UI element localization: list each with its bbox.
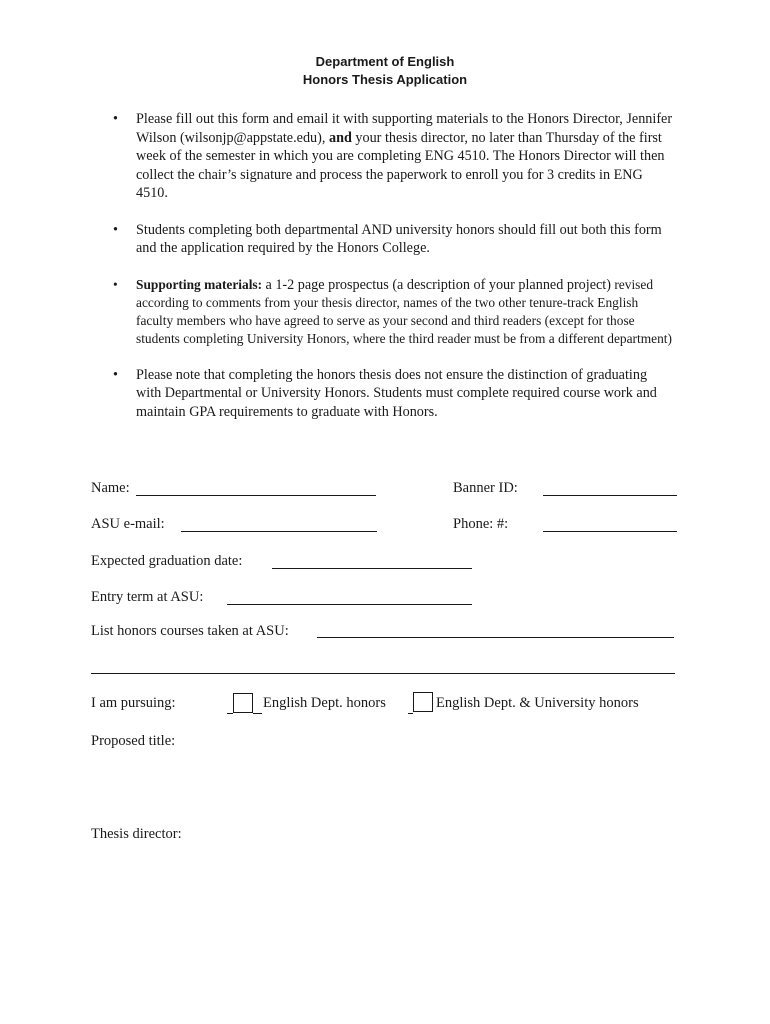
english-honors-option-label: English Dept. honors <box>263 695 386 711</box>
email-field[interactable] <box>181 531 377 532</box>
english-honors-checkbox[interactable] <box>233 693 253 713</box>
name-label: Name: <box>91 480 130 496</box>
instruction-item: • Please note that completing the honors thesis does not ensure the distinction of graduating with Departmental or University Honors. Students must complete required course work and maintain GPA requirements to graduate with Honors. <box>113 366 657 420</box>
instruction-item: • Supporting materials: a 1-2 page prospectus (a description of your planned project) revised according to comments from your thesis director, names of the two other tenure-track English faculty members who have agreed to serve as your second and third readers (except for those students completing University Honors, where the third reader must be from a different department) <box>113 276 672 346</box>
entry-term-field[interactable] <box>227 604 472 605</box>
honors-courses-label: List honors courses taken at ASU: <box>91 623 289 639</box>
instructions-list <box>113 110 673 439</box>
name-field[interactable] <box>136 495 376 496</box>
entry-term-label: Entry term at ASU: <box>91 589 204 605</box>
checkbox-underline <box>253 713 262 714</box>
thesis-director-label: Thesis director: <box>91 826 182 842</box>
banner-id-label: Banner ID: <box>453 480 518 496</box>
honors-courses-field[interactable] <box>317 637 674 638</box>
checkbox-underline <box>408 713 413 714</box>
university-honors-option-label: English Dept. & University honors <box>436 695 639 711</box>
instruction-item: • Students completing both departmental AND university honors should fill out both this form and the application required by the Honors College. <box>113 221 662 256</box>
banner-id-field[interactable] <box>543 495 677 496</box>
proposed-title-label: Proposed title: <box>91 733 176 749</box>
pursuing-label: I am pursuing: <box>91 695 176 711</box>
instruction-item: • Please fill out this form and email it with supporting materials to the Honors Director, Jennifer Wilson (wilsonjp@appstate.edu), and your thesis director, no later than Thursday of the first week of the semester in which you are completing ENG 4510. The Honors Director will then collect the chair’s signature and process the paperwork to enroll you for 3 credits in ENG 4510. <box>113 111 673 201</box>
honors-courses-field-line-2[interactable] <box>91 673 675 674</box>
department-heading: Department of English <box>315 54 455 69</box>
university-honors-checkbox[interactable] <box>413 692 433 712</box>
phone-label: Phone: #: <box>453 516 509 532</box>
bullet-icon: • <box>113 366 118 383</box>
form-title: Honors Thesis Application <box>302 72 468 87</box>
bullet-icon: • <box>113 111 118 127</box>
bullet-icon: • <box>113 221 118 238</box>
bullet-icon: • <box>113 276 118 292</box>
graduation-field[interactable] <box>272 568 472 569</box>
graduation-label: Expected graduation date: <box>91 553 243 569</box>
phone-field[interactable] <box>543 531 677 532</box>
checkbox-underline <box>227 713 233 714</box>
email-label: ASU e-mail: <box>91 516 165 532</box>
